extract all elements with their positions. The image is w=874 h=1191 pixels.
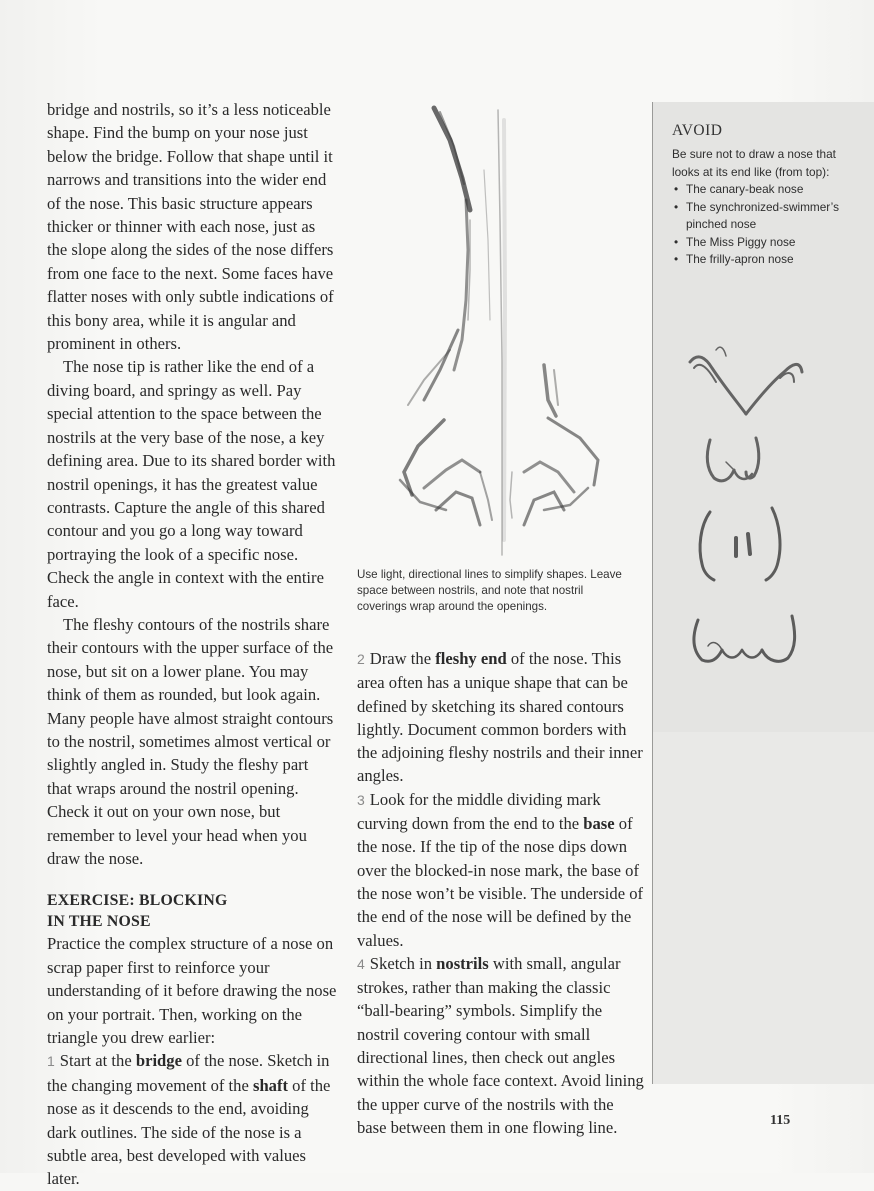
sketch-stroke	[510, 472, 512, 518]
sketch-stroke	[498, 110, 502, 555]
step-text: Start at the	[59, 1051, 136, 1071]
list-item: • The frilly-apron nose	[672, 251, 852, 269]
miss-piggy-nose-sketch	[676, 498, 826, 588]
step-keyword: nostrils	[436, 953, 489, 973]
step-text: of the nose. This area often has a unique shape that can be defined by sketching its shared contours lightly. Document common borders with the adjoining fleshy nostrils and their inner angles.	[357, 649, 643, 786]
step-keyword: base	[583, 814, 615, 834]
step-keyword: shaft	[252, 1075, 289, 1095]
sidebar-divider	[652, 102, 653, 1084]
sketch-stroke	[504, 120, 505, 540]
sketch-stroke	[484, 170, 490, 320]
step-2	[357, 647, 647, 788]
step-text: Draw the	[369, 649, 436, 668]
step-1	[47, 1049, 337, 1190]
body-paragraph: The fleshy contours of the nostrils share their contours with the upper surface of the nose, but sit on a lower plane. You may think of them as rounded, but look again. Many people have almost straight contours to the nostril, sometimes almost vertical or slightly angled in. Study the fleshy part that wraps around the nostril opening. Check it out on your own nose, but remember to level your head when you draw the nose.	[47, 614, 334, 868]
sketch-stroke	[524, 462, 574, 492]
sidebar-intro: Be sure not to draw a nose that looks at its end like (from top):	[672, 147, 836, 179]
sketch-stroke	[548, 418, 598, 485]
sketch-stroke	[408, 350, 450, 405]
step-number: 2	[357, 651, 365, 667]
sketch-stroke	[554, 370, 558, 405]
list-item: • The canary-beak nose	[672, 181, 852, 199]
list-item: • The Miss Piggy nose	[672, 234, 852, 252]
body-paragraph: The nose tip is rather like the end of a diving board, and springy as well. Pay special attention to the space between the nostrils at the very base of the nose, a key defining area. Due to its shared border with nostril openings, it has the greatest value contrasts. Capture the angle of this shared contour and you go a long way toward portraying the look of a specific nose. Check the angle in context with the entire face.	[47, 357, 336, 611]
sidebar-avoid	[672, 122, 852, 269]
sketch-stroke	[424, 330, 458, 400]
sketch-stroke	[544, 488, 588, 510]
step-text: of the nose. Sketch in the changing movement of the	[47, 1051, 330, 1095]
step-text: of the nose. If the tip of the nose dips down over the blocked-in nose mark, the base of the nose won’t be visible. The underside of the end of the nose will be defined by the values.	[357, 814, 644, 950]
left-column	[47, 98, 337, 1191]
step-keyword: bridge	[135, 1051, 182, 1071]
nose-sketch-figure	[384, 100, 634, 560]
sidebar-panel-lower	[652, 732, 874, 1084]
sketch-stroke	[434, 108, 470, 210]
step-text: with small, angular strokes, rather than making the classic “ball-bearing” symbols. Simplify the nostril covering contour with small directional lines, then check out angles within the whole face context. Avoid lining the upper curve of the nostrils with the base between them in one flowing line.	[357, 953, 644, 1137]
sketch-stroke	[454, 200, 468, 370]
step-text: Sketch in	[369, 953, 437, 973]
pinched-nose-sketch	[676, 432, 826, 492]
body-paragraph: bridge and nostrils, so it’s a less noticeable shape. Find the bump on your nose just below the bridge. Follow that shape until it narrows and transitions into the wider end of the nose. This basic structure appears thicker or thinner with each nose, just as the slope along the sides of the nose differs from one face to the next. Some faces have flatter noses with only subtle indications of this bony area, while it is angular and prominent in others.	[47, 100, 334, 354]
sketch-stroke	[480, 472, 492, 520]
sketch-stroke	[424, 460, 480, 488]
sidebar-list	[672, 181, 852, 269]
step-text: of the nose as it descends to the end, avoiding dark outlines. The side of the nose is a subtle area, best developed with values later.	[47, 1075, 331, 1189]
step-number: 3	[357, 791, 365, 808]
figure-caption: Use light, directional lines to simplify shapes. Leave space between nostrils, and note that nostril coverings wrap around the openings.	[357, 568, 622, 614]
list-item: • The synchronized-swimmer’s pinched nose	[672, 199, 852, 234]
canary-beak-nose-sketch	[676, 338, 826, 428]
step-number: 1	[47, 1053, 55, 1070]
exercise-intro: Practice the complex structure of a nose on scrap paper first to reinforce your understanding of it before drawing the nose on your portrait. Then, working on the triangle you drew earlier:	[47, 934, 337, 1048]
frilly-apron-nose-sketch	[676, 600, 826, 680]
sketch-stroke	[404, 420, 444, 495]
page-number: 115	[770, 1113, 791, 1128]
step-number: 4	[357, 955, 365, 972]
exercise-heading-line: EXERCISE: BLOCKING	[47, 892, 228, 910]
sidebar-title: AVOID	[672, 122, 723, 139]
step-3	[357, 788, 647, 952]
step-text: Look for the middle dividing mark curving down from the end to the	[357, 789, 601, 834]
exercise-heading-line: IN THE NOSE	[47, 912, 151, 930]
step-4	[357, 952, 647, 1139]
exercise-heading	[47, 891, 337, 932]
step-keyword: fleshy end	[435, 649, 507, 668]
middle-column	[357, 647, 647, 1139]
